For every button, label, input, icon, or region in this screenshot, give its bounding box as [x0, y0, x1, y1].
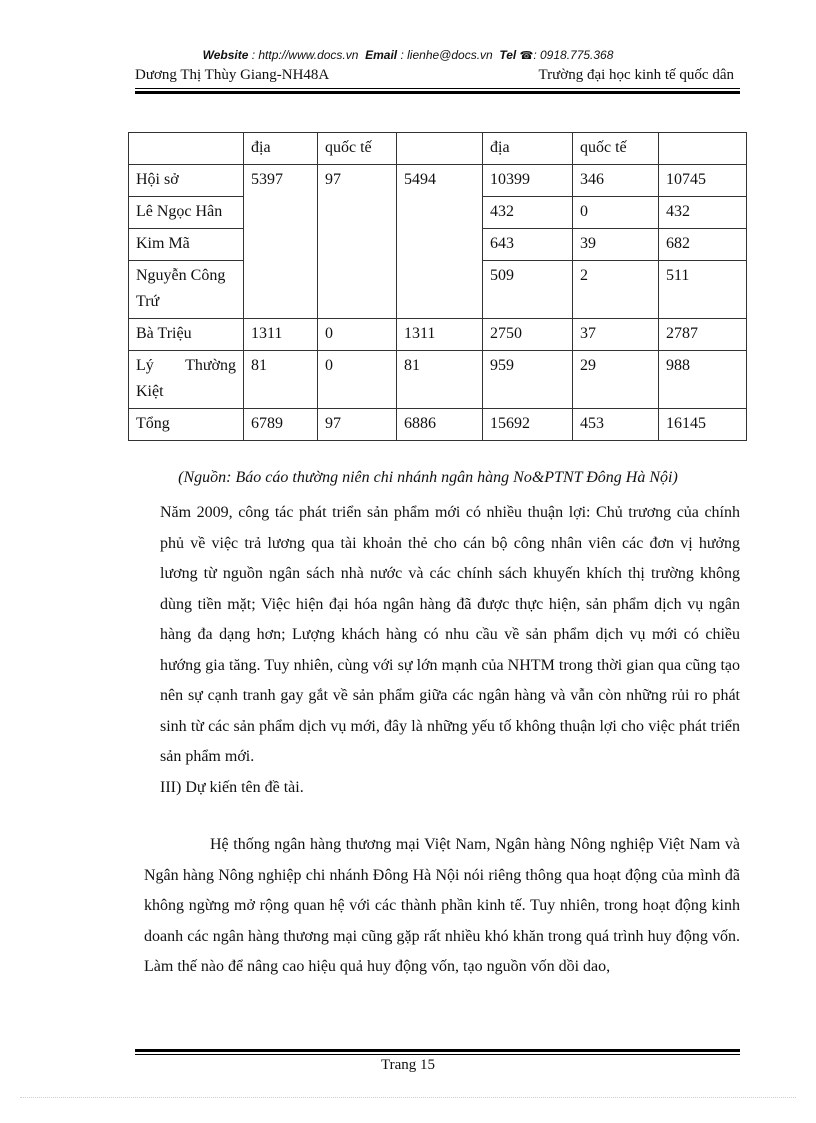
table-cell: 1311: [397, 319, 483, 351]
footer-rule-thin: [135, 1054, 740, 1055]
table-cell: 10745: [659, 165, 747, 197]
paragraph: Hệ thống ngân hàng thương mại Việt Nam, Ngân hàng Nông nghiệp Việt Nam và Ngân hàng Nông nghiệp chi nhánh Đông Hà Nội nói riêng thông qua hoạt động của mình đã không ngừng mở rộng quan hệ với các thành phần kinh tế. Tuy nhiên, trong hoạt động kinh doanh các ngân hàng thương mại cũng gặp rất nhiều khó khăn trong quá trình huy động vốn. Làm thế nào để nâng cao hiệu quả huy động vốn, tạo nguồn vốn dồi dao,: [144, 836, 740, 975]
email-label: Email: [365, 48, 398, 62]
header-cell: địa: [483, 133, 573, 165]
table-cell: 643: [483, 229, 573, 261]
table-cell: [318, 197, 397, 229]
table-cell: 29: [573, 351, 659, 409]
header-cell: quốc tế: [318, 133, 397, 165]
table-cell: 511: [659, 261, 747, 319]
website-label: Website: [202, 48, 249, 62]
table-cell: 959: [483, 351, 573, 409]
table-cell: 988: [659, 351, 747, 409]
header-cell: [129, 133, 244, 165]
table-cell: [318, 229, 397, 261]
header-rule-thin: [135, 88, 740, 89]
header-cell: quốc tế: [573, 133, 659, 165]
header-school: Trường đại học kinh tế quốc dân: [538, 67, 734, 83]
table-total-row: [129, 409, 747, 441]
website-line: [0, 48, 816, 62]
table-cell: 2750: [483, 319, 573, 351]
table-cell: 97: [318, 409, 397, 441]
table-cell: 5494: [397, 165, 483, 197]
row-label: Kim Mã: [129, 229, 244, 261]
table-cell: 0: [318, 319, 397, 351]
table-cell: [244, 229, 318, 261]
table-cell: 0: [318, 351, 397, 409]
table-cell: 5397: [244, 165, 318, 197]
table-cell: 432: [483, 197, 573, 229]
row-label: Hội sở: [129, 165, 244, 197]
table-cell: 81: [397, 351, 483, 409]
table-cell: 2787: [659, 319, 747, 351]
tel-label: Tel: [499, 48, 517, 62]
section-heading: III) Dự kiến tên đề tài.: [160, 778, 304, 796]
table-source: (Nguồn: Báo cáo thường niên chi nhánh ngân hàng No&PTNT Đông Hà Nội): [178, 469, 678, 486]
table-cell: 97: [318, 165, 397, 197]
row-label: Bà Triệu: [129, 319, 244, 351]
table-cell: 81: [244, 351, 318, 409]
header-cell: [659, 133, 747, 165]
table-cell: 6789: [244, 409, 318, 441]
header-rule-thick: [135, 91, 740, 94]
table-cell: 432: [659, 197, 747, 229]
website-url[interactable]: : http://www.docs.vn: [251, 48, 359, 62]
table-cell: 682: [659, 229, 747, 261]
table-cell: [397, 197, 483, 229]
table-row: [129, 351, 747, 409]
branch-table: [128, 132, 747, 441]
row-label: Nguyễn Công Trứ: [129, 261, 244, 319]
table-row: [129, 229, 747, 261]
header-cell: địa: [244, 133, 318, 165]
table-cell: [244, 197, 318, 229]
header-cell: [397, 133, 483, 165]
row-label: Lý Thường Kiệt: [129, 351, 244, 409]
footer-rule-thick: [135, 1049, 740, 1052]
table-cell: 15692: [483, 409, 573, 441]
table-cell: 37: [573, 319, 659, 351]
table-cell: 6886: [397, 409, 483, 441]
header-author: Dương Thị Thùy Giang-NH48A: [135, 67, 330, 83]
row-label: Lê Ngọc Hân: [129, 197, 244, 229]
running-header: [135, 67, 740, 87]
tel-value: : 0918.775.368: [533, 48, 614, 62]
table-cell: 10399: [483, 165, 573, 197]
table-cell: [244, 261, 318, 319]
body-section-2: [144, 830, 740, 983]
table-cell: [397, 261, 483, 319]
table-cell: 39: [573, 229, 659, 261]
email-value[interactable]: : lienhe@docs.vn: [400, 48, 493, 62]
table-cell: 346: [573, 165, 659, 197]
page-number: Trang 15: [380, 1057, 436, 1073]
table-cell: 1311: [244, 319, 318, 351]
table-cell: 509: [483, 261, 573, 319]
table-row: [129, 319, 747, 351]
paragraph: Năm 2009, công tác phát triển sản phẩm mới có nhiều thuận lợi: Chủ trương của chính phủ về việc trả lương qua tài khoản thẻ cho cán bộ công nhân viên các đơn vị hưởng lương từ nguồn ngân sách nhà nước và các chính sách khuyến khích thị trường không dùng tiền mặt; Việc hiện đại hóa ngân hàng đã được thực hiện, sản phẩm dịch vụ ngân hàng đa dạng hơn; Lượng khách hàng có nhu cầu về sản phẩm dịch vụ mới có chiều hướng gia tăng. Tuy nhiên, cùng với sự lớn mạnh của NHTM trong thời gian qua cũng tạo nên sự cạnh tranh gay gắt về sản phẩm giữa các ngân hàng và vẫn còn những rủi ro phát sinh từ các sản phẩm dịch vụ mới, đây là những yếu tố không thuận lợi cho việc phát triển sản phẩm mới.: [160, 504, 740, 765]
table-cell: 0: [573, 197, 659, 229]
page-edge-dots: [20, 1097, 796, 1098]
table-cell: 2: [573, 261, 659, 319]
table-cell: [397, 229, 483, 261]
body-section-1: [160, 498, 740, 803]
table-header-row: [129, 133, 747, 165]
table-cell: 453: [573, 409, 659, 441]
table-cell: [318, 261, 397, 319]
phone-icon: ☎: [519, 50, 534, 62]
table-cell: 16145: [659, 409, 747, 441]
table-row: [129, 197, 747, 229]
table-row: [129, 261, 747, 319]
row-label: Tổng: [129, 409, 244, 441]
table-row: [129, 165, 747, 197]
